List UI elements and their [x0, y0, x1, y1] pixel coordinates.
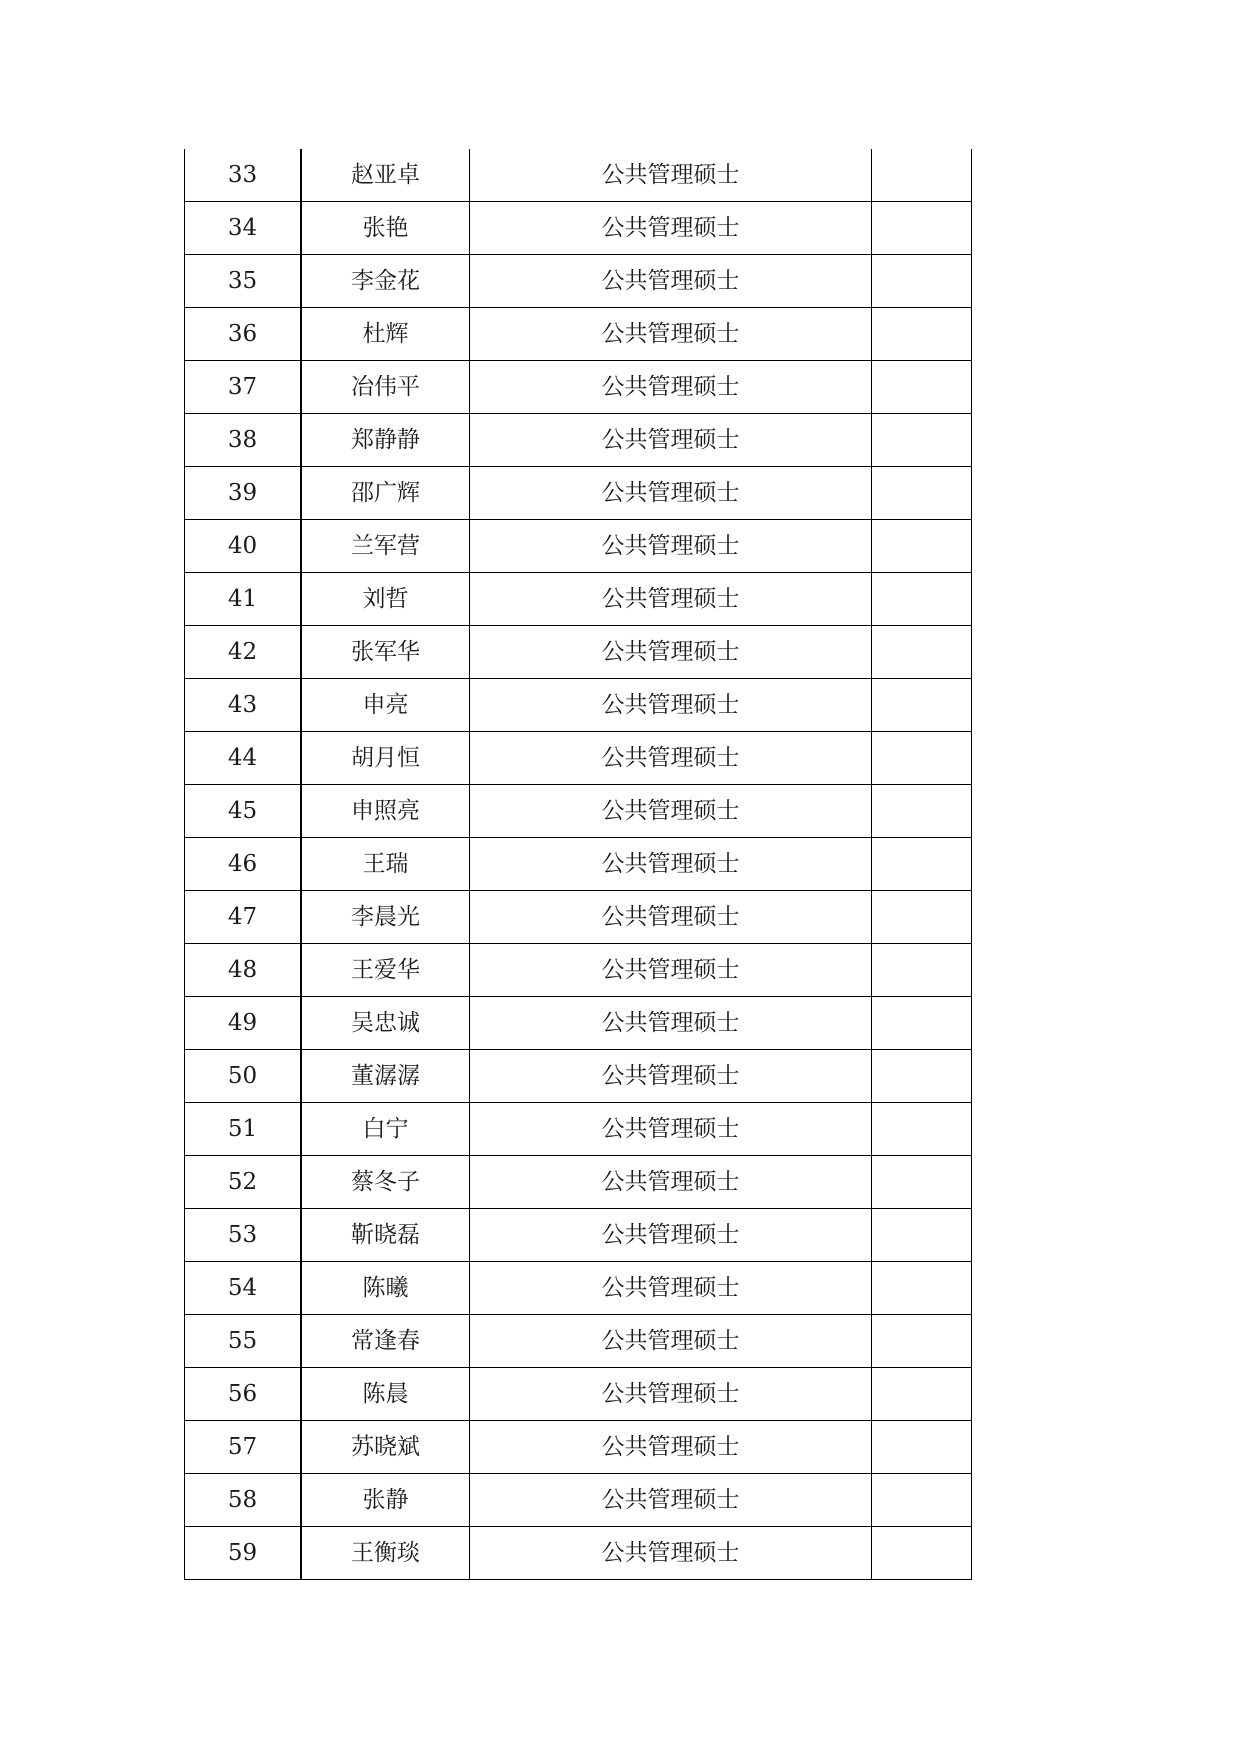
table-row	[185, 1421, 972, 1474]
table-row	[185, 414, 972, 467]
row-number-cell: 48	[185, 944, 302, 997]
name-cell: 兰军营	[301, 520, 470, 573]
table-row	[185, 467, 972, 520]
degree-cell: 公共管理硕士	[470, 785, 872, 838]
note-cell	[872, 414, 972, 467]
degree-cell: 公共管理硕士	[470, 414, 872, 467]
row-number-cell: 51	[185, 1103, 302, 1156]
name-cell: 白宁	[301, 1103, 470, 1156]
row-number-cell: 49	[185, 997, 302, 1050]
degree-cell: 公共管理硕士	[470, 732, 872, 785]
note-cell	[872, 1421, 972, 1474]
note-cell	[872, 785, 972, 838]
degree-cell: 公共管理硕士	[470, 361, 872, 414]
note-cell	[872, 1527, 972, 1580]
name-cell: 王瑞	[301, 838, 470, 891]
table-row	[185, 679, 972, 732]
degree-cell: 公共管理硕士	[470, 202, 872, 255]
note-cell	[872, 997, 972, 1050]
table-row	[185, 1103, 972, 1156]
table-row	[185, 1209, 972, 1262]
row-number-cell: 57	[185, 1421, 302, 1474]
table-row	[185, 891, 972, 944]
table-row	[185, 626, 972, 679]
degree-cell: 公共管理硕士	[470, 1156, 872, 1209]
degree-cell: 公共管理硕士	[470, 1368, 872, 1421]
name-cell: 李晨光	[301, 891, 470, 944]
degree-cell: 公共管理硕士	[470, 997, 872, 1050]
note-cell	[872, 202, 972, 255]
row-number-cell: 40	[185, 520, 302, 573]
degree-cell: 公共管理硕士	[470, 1262, 872, 1315]
name-cell: 申亮	[301, 679, 470, 732]
name-cell: 吴忠诚	[301, 997, 470, 1050]
table-row	[185, 838, 972, 891]
note-cell	[872, 1103, 972, 1156]
row-number-cell: 46	[185, 838, 302, 891]
degree-cell: 公共管理硕士	[470, 1527, 872, 1580]
degree-cell: 公共管理硕士	[470, 1209, 872, 1262]
note-cell	[872, 1474, 972, 1527]
row-number-cell: 36	[185, 308, 302, 361]
table-row	[185, 520, 972, 573]
row-number-cell: 53	[185, 1209, 302, 1262]
note-cell	[872, 626, 972, 679]
note-cell	[872, 944, 972, 997]
degree-cell: 公共管理硕士	[470, 1421, 872, 1474]
name-cell: 胡月恒	[301, 732, 470, 785]
table-row	[185, 997, 972, 1050]
name-cell: 邵广辉	[301, 467, 470, 520]
note-cell	[872, 1050, 972, 1103]
name-cell: 陈曦	[301, 1262, 470, 1315]
row-number-cell: 59	[185, 1527, 302, 1580]
name-cell: 苏晓斌	[301, 1421, 470, 1474]
name-cell: 郑静静	[301, 414, 470, 467]
name-cell: 申照亮	[301, 785, 470, 838]
degree-cell: 公共管理硕士	[470, 573, 872, 626]
table-row	[185, 361, 972, 414]
name-cell: 刘哲	[301, 573, 470, 626]
note-cell	[872, 1262, 972, 1315]
degree-cell: 公共管理硕士	[470, 1474, 872, 1527]
table-row	[185, 785, 972, 838]
row-number-cell: 38	[185, 414, 302, 467]
note-cell	[872, 732, 972, 785]
row-number-cell: 47	[185, 891, 302, 944]
name-cell: 蔡冬子	[301, 1156, 470, 1209]
row-number-cell: 42	[185, 626, 302, 679]
note-cell	[872, 149, 972, 202]
note-cell	[872, 679, 972, 732]
note-cell	[872, 1315, 972, 1368]
degree-cell: 公共管理硕士	[470, 891, 872, 944]
row-number-cell: 55	[185, 1315, 302, 1368]
row-number-cell: 50	[185, 1050, 302, 1103]
name-cell: 赵亚卓	[301, 149, 470, 202]
table-row	[185, 255, 972, 308]
table-row	[185, 1315, 972, 1368]
table-row	[185, 944, 972, 997]
note-cell	[872, 838, 972, 891]
degree-cell: 公共管理硕士	[470, 467, 872, 520]
table-row	[185, 1262, 972, 1315]
name-cell: 陈晨	[301, 1368, 470, 1421]
table-row	[185, 1156, 972, 1209]
name-cell: 张静	[301, 1474, 470, 1527]
name-cell: 张艳	[301, 202, 470, 255]
row-number-cell: 33	[185, 149, 302, 202]
row-number-cell: 34	[185, 202, 302, 255]
table-row	[185, 1527, 972, 1580]
row-number-cell: 52	[185, 1156, 302, 1209]
row-number-cell: 54	[185, 1262, 302, 1315]
row-number-cell: 56	[185, 1368, 302, 1421]
degree-cell: 公共管理硕士	[470, 308, 872, 361]
name-cell: 杜辉	[301, 308, 470, 361]
roster-table-body	[185, 149, 972, 1580]
row-number-cell: 45	[185, 785, 302, 838]
table-row	[185, 1474, 972, 1527]
table-row	[185, 1368, 972, 1421]
note-cell	[872, 361, 972, 414]
note-cell	[872, 255, 972, 308]
degree-cell: 公共管理硕士	[470, 255, 872, 308]
name-cell: 靳晓磊	[301, 1209, 470, 1262]
table-row	[185, 732, 972, 785]
roster-table	[184, 149, 972, 1580]
name-cell: 李金花	[301, 255, 470, 308]
degree-cell: 公共管理硕士	[470, 520, 872, 573]
table-row	[185, 308, 972, 361]
degree-cell: 公共管理硕士	[470, 1315, 872, 1368]
row-number-cell: 37	[185, 361, 302, 414]
degree-cell: 公共管理硕士	[470, 679, 872, 732]
row-number-cell: 35	[185, 255, 302, 308]
degree-cell: 公共管理硕士	[470, 1050, 872, 1103]
table-row	[185, 202, 972, 255]
note-cell	[872, 308, 972, 361]
name-cell: 王爱华	[301, 944, 470, 997]
degree-cell: 公共管理硕士	[470, 838, 872, 891]
degree-cell: 公共管理硕士	[470, 944, 872, 997]
note-cell	[872, 467, 972, 520]
row-number-cell: 43	[185, 679, 302, 732]
name-cell: 董潺潺	[301, 1050, 470, 1103]
name-cell: 王衡琰	[301, 1527, 470, 1580]
note-cell	[872, 1209, 972, 1262]
note-cell	[872, 1368, 972, 1421]
note-cell	[872, 891, 972, 944]
note-cell	[872, 1156, 972, 1209]
table-row	[185, 149, 972, 202]
name-cell: 冶伟平	[301, 361, 470, 414]
row-number-cell: 58	[185, 1474, 302, 1527]
table-row	[185, 1050, 972, 1103]
note-cell	[872, 573, 972, 626]
note-cell	[872, 520, 972, 573]
degree-cell: 公共管理硕士	[470, 149, 872, 202]
degree-cell: 公共管理硕士	[470, 626, 872, 679]
name-cell: 常逢春	[301, 1315, 470, 1368]
row-number-cell: 44	[185, 732, 302, 785]
row-number-cell: 41	[185, 573, 302, 626]
degree-cell: 公共管理硕士	[470, 1103, 872, 1156]
table-row	[185, 573, 972, 626]
name-cell: 张军华	[301, 626, 470, 679]
row-number-cell: 39	[185, 467, 302, 520]
